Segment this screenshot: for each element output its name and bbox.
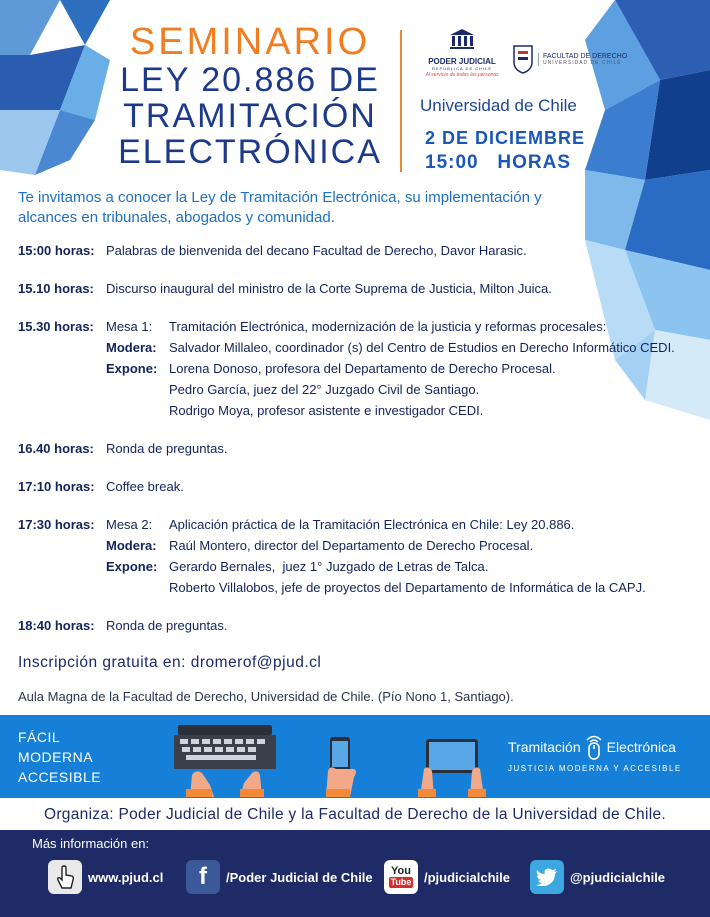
organizer-info: Organiza: Poder Judicial de Chile y la Facultad de Derecho de la Universidad de Chile.	[43, 806, 666, 823]
youtube-link[interactable]	[384, 860, 510, 894]
university-name: Universidad de Chile	[420, 96, 577, 115]
web-url: www.pjud.cl	[88, 869, 164, 885]
youtube-handle: /pjudicialchile	[424, 869, 510, 885]
left-geometric-decoration	[0, 0, 110, 180]
program-time: 18:40 horas:	[18, 618, 95, 633]
program-row	[18, 319, 708, 340]
program-role: Modera:	[106, 340, 157, 355]
facebook-handle: /Poder Judicial de Chile	[226, 869, 373, 885]
youtube-icon-you: You	[391, 865, 411, 877]
facebook-link[interactable]	[186, 860, 373, 894]
program-text: Lorena Donoso, profesora del Departamento de Derecho Procesal.	[169, 361, 556, 376]
twitter-handle: @pjudicialchile	[570, 869, 666, 885]
venue-info: Aula Magna de la Facultad de Derecho, Universidad de Chile. (Pío Nono 1, Santiago).	[18, 689, 514, 704]
youtube-icon-tube: Tube	[390, 877, 412, 887]
web-link[interactable]	[48, 860, 163, 894]
program-text: Tramitación Electrónica, modernización de la justicia y reformas procesales:	[169, 319, 607, 334]
title-line-2: LEY 20.886 DE	[120, 61, 380, 99]
program-time: 16.40 horas:	[18, 441, 94, 456]
mouse-signal-icon	[583, 733, 605, 761]
program-role: Expone:	[106, 559, 158, 574]
band-keywords	[18, 727, 101, 787]
registration-info: Inscripción gratuita en: dromerof@pjud.cl	[18, 654, 322, 671]
keyword-easy: FÁCIL	[18, 729, 61, 745]
title-line-1: SEMINARIO	[129, 21, 371, 63]
program-row	[18, 441, 708, 462]
fd-sub: UNIVERSIDAD DE CHILE	[543, 59, 622, 66]
header-divider	[400, 30, 402, 172]
program-text: Palabras de bienvenida del decano Facultad de Derecho, Davor Harasic.	[106, 243, 527, 258]
program-row	[18, 340, 708, 361]
program-time: 17:10 horas:	[18, 479, 95, 494]
feature-band	[0, 715, 710, 798]
fd-name: FACULTAD DE DERECHO	[543, 52, 628, 60]
program-text: Pedro García, juez del 22° Juzgado Civil de Santiago.	[169, 382, 480, 397]
footer	[0, 830, 710, 917]
smartphone-hand-icon	[320, 735, 360, 797]
program-row	[18, 281, 708, 302]
program-row	[18, 243, 708, 264]
program-text: Raúl Montero, director del Departamento de Derecho Procesal.	[169, 538, 534, 553]
te-left-word: Tramitación	[508, 739, 581, 755]
program-text: Rodrigo Moya, profesor asistente e investigador CEDI.	[169, 403, 484, 418]
program-text: Salvador Millaleo, coordinador (s) del Centro de Estudios en Derecho Informático CEDI.	[169, 340, 675, 355]
tablet-hands-icon	[418, 735, 486, 797]
event-date: 2 DE DICIEMBRE	[425, 128, 586, 148]
keyword-accessible: ACCESIBLE	[18, 769, 102, 785]
event-time: 15:00 HORAS	[425, 152, 572, 173]
pj-name: PODER JUDICIAL	[428, 57, 496, 66]
tramitacion-electronica-logo	[508, 733, 698, 773]
intro-text: Te invitamos a conocer la Ley de Tramitación Electrónica, su implementación y alcances en tribunales, abogados y comunidad.	[18, 189, 542, 226]
seminar-title	[105, 22, 395, 170]
program-role: Modera:	[106, 538, 157, 553]
title-line-3: TRAMITACIÓN	[123, 97, 377, 135]
program-time: 15.30 horas:	[18, 319, 94, 334]
program-time: 15.10 horas:	[18, 281, 94, 296]
program-text: Coffee break.	[106, 479, 184, 494]
program-row	[18, 361, 708, 382]
program-row	[18, 479, 708, 500]
program-text: Ronda de preguntas.	[106, 618, 228, 633]
program-row	[18, 538, 708, 559]
university-crest-icon	[512, 44, 534, 74]
program-text: Aplicación práctica de la Tramitación Electrónica en Chile: Ley 20.886.	[169, 517, 575, 532]
facultad-derecho-logo	[512, 44, 652, 74]
pj-tagline: Al servicio de todas las personas	[425, 72, 499, 78]
te-slogan: JUSTICIA MODERNA Y ACCESIBLE	[508, 764, 682, 773]
program-row	[18, 517, 708, 538]
program-schedule	[18, 243, 708, 639]
keyword-modern: MODERNA	[18, 749, 94, 765]
laptop-typing-icon	[170, 725, 280, 797]
pj-sub: REPÚBLICA DE CHILE	[431, 66, 492, 71]
te-right-word: Electrónica	[606, 739, 676, 755]
facebook-icon: f	[186, 860, 220, 894]
pointer-hand-icon	[48, 860, 82, 894]
program-row	[18, 580, 708, 601]
twitter-link[interactable]	[530, 860, 665, 894]
program-role: Expone:	[106, 361, 158, 376]
program-row	[18, 618, 708, 639]
program-text: Gerardo Bernales, juez 1° Juzgado de Letras de Talca.	[169, 559, 489, 574]
program-time: 17:30 horas:	[18, 517, 95, 532]
program-text: Roberto Villalobos, jefe de proyectos del Departamento de Informática de la CAPJ.	[169, 580, 646, 595]
youtube-icon	[384, 860, 418, 894]
twitter-bird-icon	[530, 860, 564, 894]
program-row	[18, 403, 708, 424]
title-line-4: ELECTRÓNICA	[118, 133, 382, 171]
poder-judicial-logo	[420, 28, 504, 78]
program-row	[18, 382, 708, 403]
program-text: Ronda de preguntas.	[106, 441, 228, 456]
more-info-label: Más información en:	[32, 836, 150, 851]
program-text: Discurso inaugural del ministro de la Corte Suprema de Justicia, Milton Juica.	[106, 281, 552, 296]
program-time: 15:00 horas:	[18, 243, 95, 258]
program-role: Mesa 2:	[106, 517, 153, 532]
program-role: Mesa 1:	[106, 319, 153, 334]
courthouse-icon	[449, 28, 475, 50]
program-row	[18, 559, 708, 580]
